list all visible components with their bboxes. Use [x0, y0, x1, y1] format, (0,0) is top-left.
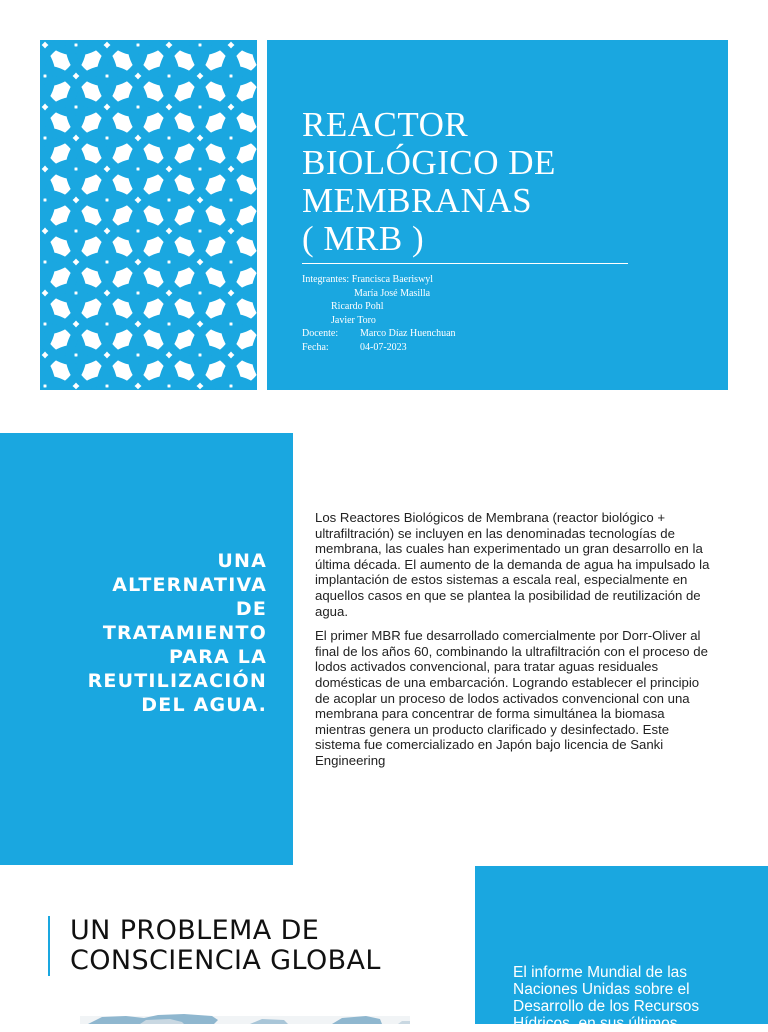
- credits-member-row: [302, 287, 456, 301]
- member-name: Javier Toro: [331, 314, 376, 326]
- heading-line: DEL AGUA.: [141, 694, 267, 716]
- credits-member-row: [302, 314, 456, 328]
- title-divider: [302, 263, 628, 264]
- credits-member-row: [302, 300, 456, 314]
- problem-heading-block: [48, 916, 381, 976]
- members-label: Integrantes:: [302, 274, 350, 285]
- report-panel: [475, 866, 768, 1032]
- intro-text: [315, 510, 711, 778]
- heading-line: TRATAMIENTO: [102, 622, 267, 644]
- credits-teacher-row: [302, 327, 456, 341]
- title-line: MEMBRANAS: [302, 181, 533, 220]
- heading-line: CONSCIENCIA GLOBAL: [70, 945, 381, 976]
- date-label: Fecha:: [302, 341, 329, 353]
- title-panel: [267, 40, 728, 390]
- problem-heading: [70, 916, 381, 976]
- title-line: REACTOR: [302, 105, 469, 144]
- interlocking-circles-graphic: [40, 40, 257, 390]
- alternative-heading: [88, 549, 267, 717]
- heading-line: UN PROBLEMA DE: [70, 915, 320, 946]
- date-value: 04-07-2023: [360, 341, 407, 353]
- heading-line: UNA: [217, 550, 267, 572]
- heading-line: REUTILIZACIÓN: [87, 670, 267, 692]
- teacher-label: Docente:: [302, 328, 339, 339]
- title-line: BIOLÓGICO DE: [302, 143, 556, 182]
- member-name: Francisca Baeriswyl: [351, 274, 434, 285]
- credits-date-row: [302, 341, 456, 355]
- alternative-panel: [0, 433, 293, 865]
- heading-line: DE: [235, 598, 267, 620]
- intro-paragraph: El primer MBR fue desarrollado comercialmente por Dorr-Oliver al final de los años 60, combinando la ultrafiltración con el proceso de lodos activados convencional, para tratar aguas residuales domésticas de una embarcación. Logrando establecer el principio de acoplar un proceso de lodos activados convencional con una membrana para concentrar de forma simultánea la biomasa mientras genera un producto clarificado y desinfectado. Este sistema fue comercializado en Japón bajo licencia de Sanki Engineering: [315, 628, 708, 768]
- report-text: El informe Mundial de las Naciones Unidas sobre el Desarrollo de los Recursos Hídricos, en sus últimos: [513, 964, 700, 1032]
- teacher-name: Marco Díaz Huenchuan: [360, 328, 456, 339]
- intro-paragraph: Los Reactores Biológicos de Membrana (reactor biológico + ultrafiltración) se incluyen en las denominadas tecnologías de membrana, las cuales han experimentado un gran desarrollo en la última década. El aumento de la demanda de agua ha impulsado la implantación de estos sistemas a escala real, especialmente en aquellos casos en que se plantea la posibilidad de reutilización de agua.: [315, 510, 710, 619]
- decorative-circle-pattern: [40, 40, 257, 390]
- member-name: María José Masilla: [354, 287, 431, 299]
- title-line: ( MRB ): [302, 219, 425, 258]
- world-map-image: [80, 1010, 410, 1024]
- heading-line: ALTERNATIVA: [112, 574, 267, 596]
- heading-line: PARA LA: [168, 646, 267, 668]
- document-title: [302, 106, 556, 258]
- credits-members-row: [302, 273, 456, 287]
- member-name: Ricardo Pohl: [331, 301, 384, 312]
- credits-block: [302, 273, 456, 354]
